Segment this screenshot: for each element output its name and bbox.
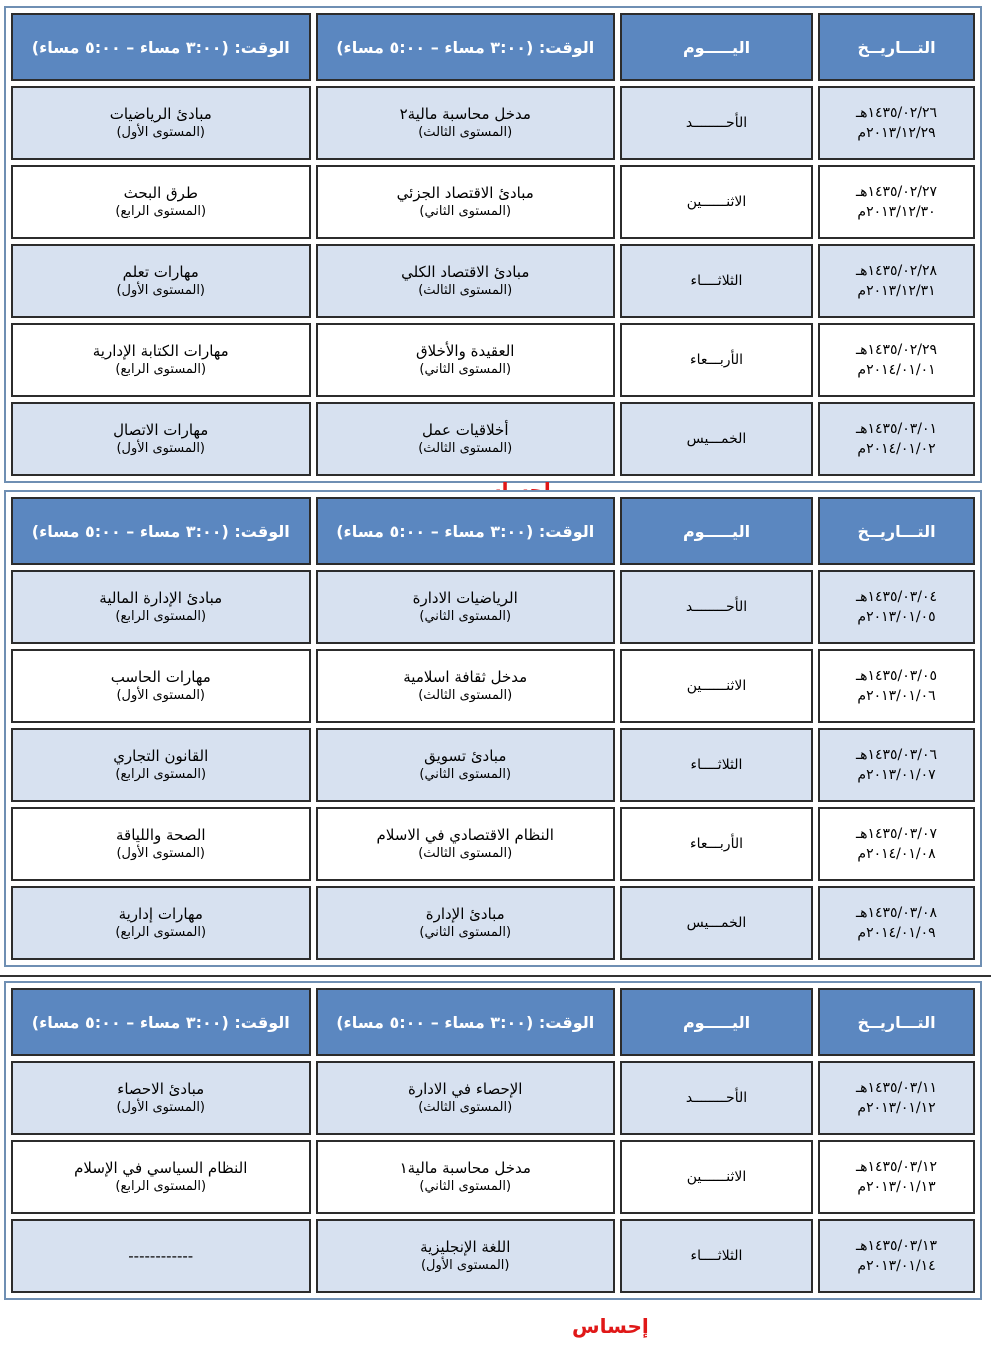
subject-level: (المستوى الرابع)	[115, 204, 207, 219]
gregorian-date: ٢٠١٣/٠١/١٣م	[857, 1179, 936, 1195]
date-cell	[818, 570, 975, 644]
subject-level: (المستوى الرابع)	[115, 767, 207, 782]
subject-cell	[11, 86, 311, 160]
subject-cell	[11, 886, 311, 960]
hijri-date: ١٤٣٥/٠٢/٢٧هـ	[855, 184, 938, 200]
table-row	[11, 886, 975, 960]
gregorian-date: ٢٠١٤/٠١/٠٢م	[857, 441, 936, 457]
subject-cell	[316, 165, 615, 239]
subject-level: (المستوى الثالث)	[418, 125, 513, 140]
subject-name: أخلاقيات عمل	[421, 421, 509, 439]
subject-level: (المستوى الثاني)	[419, 1179, 512, 1194]
subject-name: مبادئ الإدارة المالية	[99, 589, 223, 607]
subject-name: مهارات الاتصال	[113, 421, 209, 439]
subject-level: (المستوى الرابع)	[115, 362, 207, 377]
date-cell	[818, 886, 975, 960]
subject-cell	[11, 402, 311, 476]
table-row	[11, 1061, 975, 1135]
subject-level: (المستوى الأول)	[116, 125, 206, 140]
table-row	[11, 728, 975, 802]
subject-name: اللغة الإنجليزية	[420, 1238, 511, 1256]
subject-level: (المستوى الأول)	[116, 1100, 206, 1115]
day-cell: الثلاثــــاء	[620, 1219, 813, 1293]
gregorian-date: ٢٠١٣/١٢/٣٠م	[857, 204, 936, 220]
subject-cell	[11, 323, 311, 397]
subject-name: الرياضيات الادارة	[412, 589, 518, 607]
header-row	[11, 988, 975, 1056]
header-row	[11, 13, 975, 81]
table-row	[11, 165, 975, 239]
subject-cell	[316, 1061, 615, 1135]
day-cell: الخمـــيس	[620, 402, 813, 476]
subject-name: مهارات تعلم	[122, 263, 199, 281]
subject-name: مبادئ الاحصاء	[117, 1080, 205, 1098]
subject-name: النظام الاقتصادي في الاسلام	[376, 826, 554, 844]
subject-cell	[11, 807, 311, 881]
subject-name: القانون التجاري	[113, 747, 209, 765]
table-row	[11, 402, 975, 476]
day-cell: الأربـــعاء	[620, 807, 813, 881]
subject-name: النظام السياسي في الإسلام	[74, 1159, 248, 1177]
subject-cell	[11, 1140, 311, 1214]
header-slot2: الوقت: (٣:٠٠ مساء – ٥:٠٠ مساء)	[11, 988, 311, 1056]
header-date: التـــاريــخ	[818, 988, 975, 1056]
date-cell	[818, 165, 975, 239]
schedule-table-week-3	[4, 981, 982, 1300]
subject-cell	[316, 323, 615, 397]
subject-cell	[316, 402, 615, 476]
subject-name: مدخل محاسبة مالية١	[399, 1159, 531, 1177]
day-cell: الثلاثــــاء	[620, 728, 813, 802]
hijri-date: ١٤٣٥/٠٣/١٣هـ	[855, 1238, 938, 1254]
date-cell	[818, 323, 975, 397]
subject-level: (المستوى الثالث)	[418, 1100, 513, 1115]
hijri-date: ١٤٣٥/٠٣/٠٤هـ	[855, 589, 938, 605]
date-cell	[818, 402, 975, 476]
date-cell	[818, 807, 975, 881]
subject-level: (المستوى الثاني)	[419, 609, 512, 624]
subject-cell	[11, 165, 311, 239]
header-slot1: الوقت: (٣:٠٠ مساء – ٥:٠٠ مساء)	[316, 13, 615, 81]
subject-cell	[11, 1219, 311, 1293]
gregorian-date: ٢٠١٤/٠١/٠٨م	[857, 846, 936, 862]
subject-cell	[316, 1219, 615, 1293]
gregorian-date: ٢٠١٣/٠١/٠٦م	[857, 688, 936, 704]
subject-level: (المستوى الأول)	[116, 846, 206, 861]
hijri-date: ١٤٣٥/٠٢/٢٦هـ	[855, 105, 938, 121]
subject-level: (المستوى الثاني)	[419, 204, 512, 219]
subject-name: مبادئ تسويق	[424, 747, 507, 765]
subject-name: الصحة واللياقة	[116, 826, 206, 844]
subject-name: مبادئ الاقتصاد الجزئي	[396, 184, 534, 202]
table-row	[11, 244, 975, 318]
date-cell	[818, 86, 975, 160]
hijri-date: ١٤٣٥/٠٣/١٢هـ	[855, 1159, 938, 1175]
subject-name: مدخل محاسبة مالية٢	[399, 105, 531, 123]
table-row	[11, 86, 975, 160]
header-slot2: الوقت: (٣:٠٠ مساء – ٥:٠٠ مساء)	[11, 497, 311, 565]
subject-cell	[316, 570, 615, 644]
gregorian-date: ٢٠١٤/٠١/٠٩م	[857, 925, 936, 941]
day-cell: الأحــــــــد	[620, 1061, 813, 1135]
gregorian-date: ٢٠١٣/٠١/١٢م	[857, 1100, 936, 1116]
day-cell: الاثنــــــين	[620, 1140, 813, 1214]
subject-name: ------------	[128, 1247, 194, 1265]
header-slot2: الوقت: (٣:٠٠ مساء – ٥:٠٠ مساء)	[11, 13, 311, 81]
subject-level: (المستوى الرابع)	[115, 1179, 207, 1194]
gregorian-date: ٢٠١٣/١٢/٣١م	[857, 283, 936, 299]
date-cell	[818, 728, 975, 802]
hijri-date: ١٤٣٥/٠٣/١١هـ	[855, 1080, 938, 1096]
subject-name: مبادئ الرياضيات	[109, 105, 212, 123]
hijri-date: ١٤٣٥/٠٣/٠٨هـ	[855, 905, 938, 921]
subject-level: (المستوى الثالث)	[418, 441, 513, 456]
table-row	[11, 570, 975, 644]
section-divider	[0, 975, 991, 977]
schedule-table-week-1	[4, 6, 982, 483]
hijri-date: ١٤٣٥/٠٣/٠٧هـ	[855, 826, 938, 842]
subject-name: مهارات الحاسب	[110, 668, 211, 686]
header-row	[11, 497, 975, 565]
header-day: اليـــــوم	[620, 988, 813, 1056]
subject-name: مبادئ الاقتصاد الكلي	[401, 263, 530, 281]
subject-level: (المستوى الأول)	[116, 283, 206, 298]
subject-cell	[11, 1061, 311, 1135]
subject-level: (المستوى الثاني)	[419, 767, 512, 782]
date-cell	[818, 1061, 975, 1135]
gregorian-date: ٢٠١٣/٠١/٠٧م	[857, 767, 936, 783]
date-cell	[818, 649, 975, 723]
header-slot1: الوقت: (٣:٠٠ مساء – ٥:٠٠ مساء)	[316, 497, 615, 565]
subject-name: الإحصاء في الادارة	[407, 1080, 523, 1098]
subject-name: العقيدة والأخلاق	[416, 342, 515, 360]
subject-cell	[11, 649, 311, 723]
day-cell: الأربـــعاء	[620, 323, 813, 397]
gregorian-date: ٢٠١٤/٠١/٠١م	[857, 362, 936, 378]
date-cell	[818, 1219, 975, 1293]
subject-level: (المستوى الثاني)	[419, 362, 512, 377]
day-cell: الأحــــــــد	[620, 86, 813, 160]
subject-level: (المستوى الثالث)	[418, 846, 513, 861]
subject-name: مهارات إدارية	[118, 905, 203, 923]
subject-level: (المستوى الأول)	[116, 688, 206, 703]
subject-cell	[316, 728, 615, 802]
date-cell	[818, 1140, 975, 1214]
table-row	[11, 1219, 975, 1293]
subject-name: مهارات الكتابة الإدارية	[92, 342, 229, 360]
subject-cell	[316, 86, 615, 160]
subject-cell	[316, 649, 615, 723]
subject-level: (المستوى الثالث)	[418, 283, 513, 298]
table-row	[11, 1140, 975, 1214]
header-day: اليـــــوم	[620, 13, 813, 81]
hijri-date: ١٤٣٥/٠٣/٠٦هـ	[855, 747, 938, 763]
schedule-table-week-2	[4, 490, 982, 967]
day-cell: الأحــــــــد	[620, 570, 813, 644]
subject-cell	[316, 807, 615, 881]
table-row	[11, 649, 975, 723]
header-date: التـــاريــخ	[818, 497, 975, 565]
day-cell: الثلاثــــاء	[620, 244, 813, 318]
subject-cell	[11, 244, 311, 318]
subject-cell	[316, 886, 615, 960]
subject-level: (المستوى الرابع)	[115, 925, 207, 940]
hijri-date: ١٤٣٥/٠٢/٢٨هـ	[855, 263, 938, 279]
subject-cell	[316, 244, 615, 318]
gregorian-date: ٢٠١٣/٠١/٠٥م	[857, 609, 936, 625]
subject-cell	[11, 570, 311, 644]
table-row	[11, 323, 975, 397]
subject-name: مدخل ثقافة اسلامية	[403, 668, 528, 686]
hijri-date: ١٤٣٥/٠٢/٢٩هـ	[855, 342, 938, 358]
subject-cell	[11, 728, 311, 802]
hijri-date: ١٤٣٥/٠٣/٠٥هـ	[855, 668, 938, 684]
day-cell: الاثنــــــين	[620, 649, 813, 723]
day-cell: الخمـــيس	[620, 886, 813, 960]
subject-level: (المستوى الرابع)	[115, 609, 207, 624]
subject-cell	[316, 1140, 615, 1214]
day-cell: الاثنــــــين	[620, 165, 813, 239]
hijri-date: ١٤٣٥/٠٣/٠١هـ	[855, 421, 938, 437]
subject-name: مبادئ الإدارة	[425, 905, 505, 923]
date-cell	[818, 244, 975, 318]
gregorian-date: ٢٠١٣/٠١/١٤م	[857, 1258, 936, 1274]
header-slot1: الوقت: (٣:٠٠ مساء – ٥:٠٠ مساء)	[316, 988, 615, 1056]
watermark-text: إحساس	[572, 1314, 649, 1338]
header-date: التـــاريــخ	[818, 13, 975, 81]
table-row	[11, 807, 975, 881]
header-day: اليـــــوم	[620, 497, 813, 565]
gregorian-date: ٢٠١٣/١٢/٢٩م	[857, 125, 936, 141]
subject-level: (المستوى الثاني)	[419, 925, 512, 940]
subject-level: (المستوى الأول)	[420, 1258, 510, 1273]
subject-level: (المستوى الثالث)	[418, 688, 513, 703]
subject-level: (المستوى الأول)	[116, 441, 206, 456]
subject-name: طرق البحث	[123, 184, 198, 202]
